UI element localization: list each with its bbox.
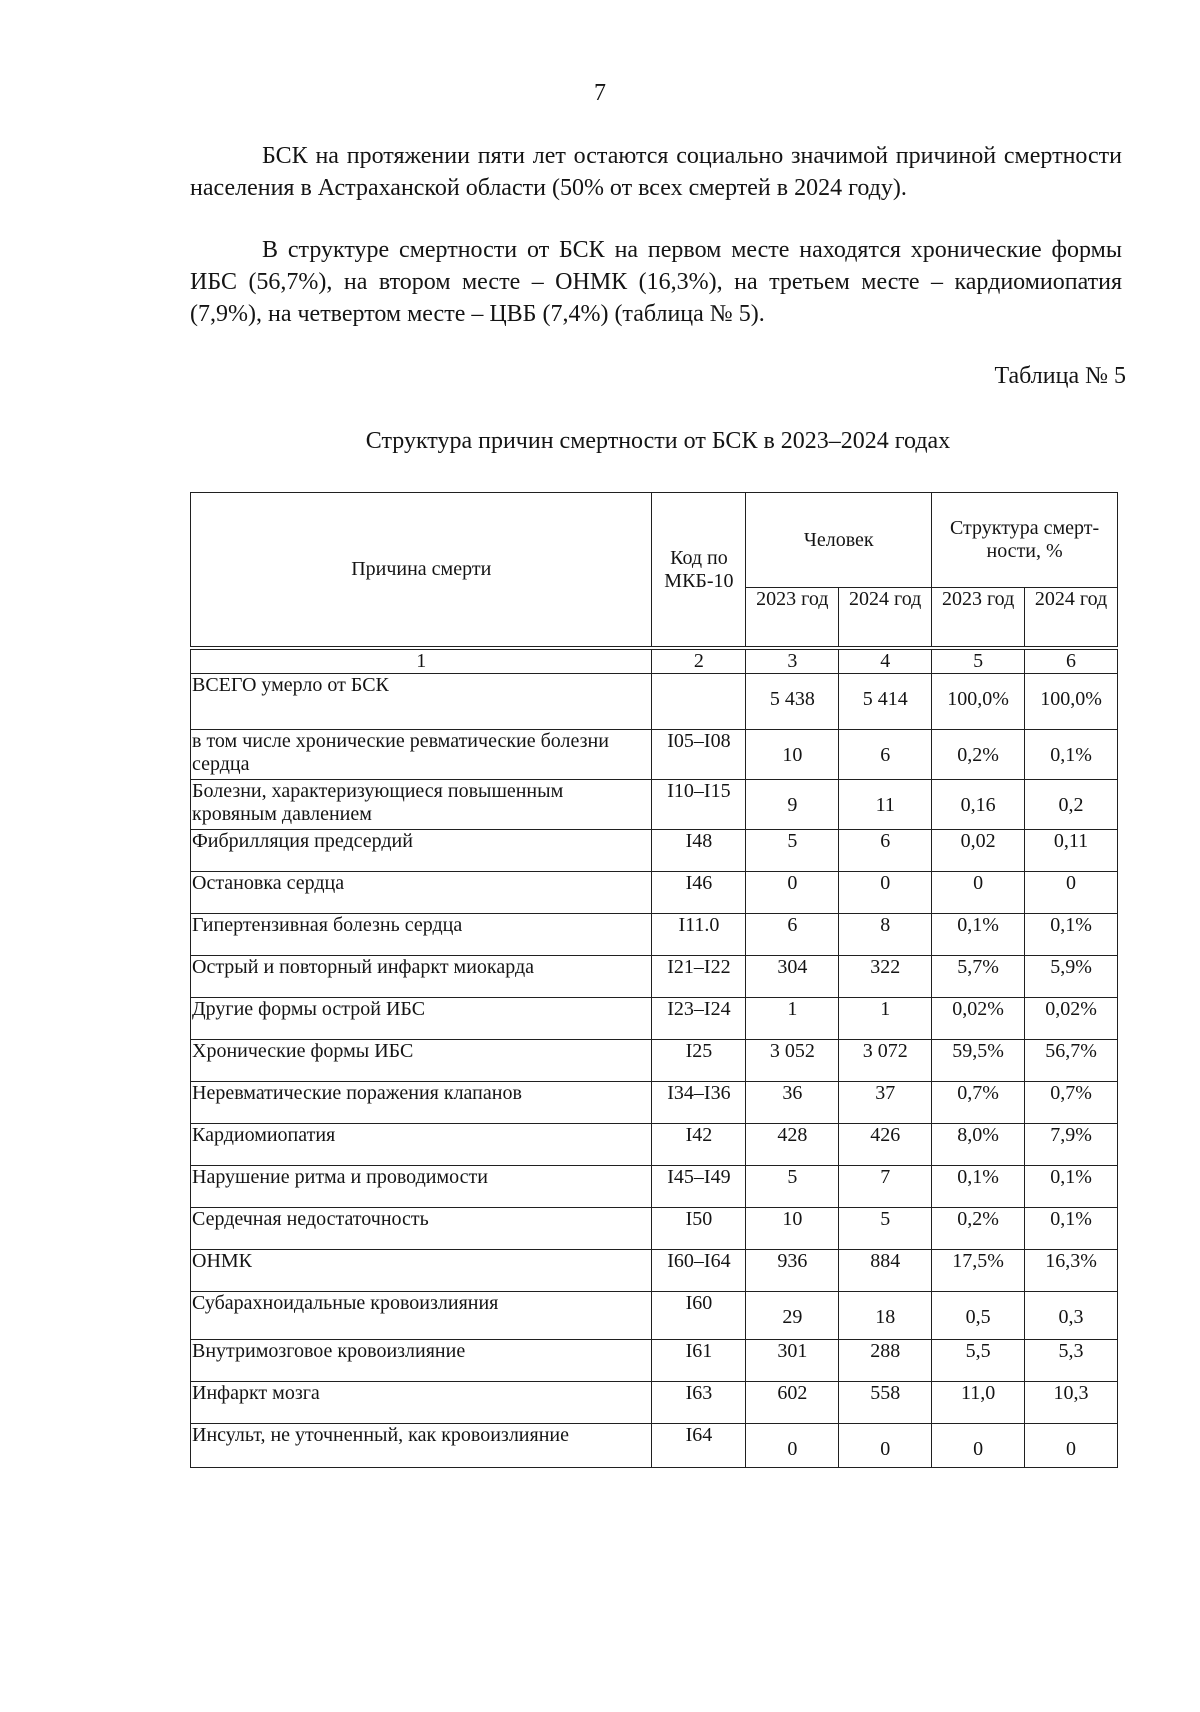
table-row xyxy=(191,956,1118,998)
cell-people-2023: 304 xyxy=(746,956,839,998)
cell-people-2023: 301 xyxy=(746,1340,839,1382)
table-row xyxy=(191,1424,1118,1468)
cell-people-2023: 602 xyxy=(746,1382,839,1424)
cell-cause: Фибрилляция предсердий xyxy=(191,830,652,872)
table-row xyxy=(191,1208,1118,1250)
cell-cause: ОНМК xyxy=(191,1250,652,1292)
cell-cause: Субарахноидальные кровоизлияния xyxy=(191,1292,652,1340)
cell-people-2024: 558 xyxy=(839,1382,932,1424)
cell-structure-2023: 17,5% xyxy=(932,1250,1025,1292)
cell-cause: Кардиомиопатия xyxy=(191,1124,652,1166)
cell-code: I64 xyxy=(652,1424,746,1468)
cell-code: I60–I64 xyxy=(652,1250,746,1292)
cell-people-2023: 0 xyxy=(746,872,839,914)
table-row xyxy=(191,730,1118,780)
cell-structure-2024: 0,02% xyxy=(1025,998,1118,1040)
table-row xyxy=(191,1082,1118,1124)
cell-people-2023: 5 xyxy=(746,1166,839,1208)
cell-structure-2023: 0,1% xyxy=(932,1166,1025,1208)
header-people: Человек xyxy=(746,493,932,588)
cell-people-2024: 5 414 xyxy=(839,674,932,730)
table-row xyxy=(191,1250,1118,1292)
cell-structure-2023: 0,7% xyxy=(932,1082,1025,1124)
cell-cause: Внутримозговое кровоизлияние xyxy=(191,1340,652,1382)
cell-people-2023: 6 xyxy=(746,914,839,956)
table-row xyxy=(191,780,1118,830)
header-structure: Структура смертности, % xyxy=(932,493,1118,588)
cell-people-2024: 8 xyxy=(839,914,932,956)
cell-structure-2023: 0,02% xyxy=(932,998,1025,1040)
cell-structure-2024: 5,3 xyxy=(1025,1340,1118,1382)
cell-structure-2024: 0,1% xyxy=(1025,730,1118,780)
cell-cause: Сердечная недостаточность xyxy=(191,1208,652,1250)
cell-people-2023: 936 xyxy=(746,1250,839,1292)
header-code: Код по МКБ-10 xyxy=(652,493,746,649)
cell-code: I42 xyxy=(652,1124,746,1166)
header-structure-2024: 2024 год xyxy=(1025,588,1118,649)
header-cause: Причина смерти xyxy=(191,493,652,649)
cell-code: I63 xyxy=(652,1382,746,1424)
column-number: 4 xyxy=(839,648,932,674)
column-number: 3 xyxy=(746,648,839,674)
cell-structure-2023: 0,16 xyxy=(932,780,1025,830)
cell-code: I60 xyxy=(652,1292,746,1340)
cell-structure-2024: 100,0% xyxy=(1025,674,1118,730)
cell-structure-2023: 0 xyxy=(932,1424,1025,1468)
column-number: 2 xyxy=(652,648,746,674)
cell-people-2023: 428 xyxy=(746,1124,839,1166)
cell-people-2023: 1 xyxy=(746,998,839,1040)
cell-code: I23–I24 xyxy=(652,998,746,1040)
cell-people-2023: 36 xyxy=(746,1082,839,1124)
cell-structure-2023: 59,5% xyxy=(932,1040,1025,1082)
cell-code: I21–I22 xyxy=(652,956,746,998)
cell-people-2024: 288 xyxy=(839,1340,932,1382)
cell-cause: Нарушение ритма и проводимости xyxy=(191,1166,652,1208)
table-row xyxy=(191,872,1118,914)
table-row xyxy=(191,1382,1118,1424)
cell-structure-2024: 0,11 xyxy=(1025,830,1118,872)
cell-structure-2024: 0,3 xyxy=(1025,1292,1118,1340)
paragraph-2 xyxy=(190,234,1122,330)
cell-cause: Хронические формы ИБС xyxy=(191,1040,652,1082)
cell-cause: Инфаркт мозга xyxy=(191,1382,652,1424)
cell-structure-2024: 0,1% xyxy=(1025,914,1118,956)
cell-cause: в том числе хронические ревматические болезни сердца xyxy=(191,730,652,780)
cell-structure-2023: 0 xyxy=(932,872,1025,914)
column-number: 5 xyxy=(932,648,1025,674)
cell-people-2024: 0 xyxy=(839,872,932,914)
cell-people-2024: 18 xyxy=(839,1292,932,1340)
cell-structure-2024: 0 xyxy=(1025,872,1118,914)
header-people-2024: 2024 год xyxy=(839,588,932,649)
cell-people-2023: 10 xyxy=(746,730,839,780)
cell-structure-2023: 0,02 xyxy=(932,830,1025,872)
cell-code: I48 xyxy=(652,830,746,872)
page-number: 7 xyxy=(594,80,606,106)
cell-people-2024: 322 xyxy=(839,956,932,998)
cell-structure-2024: 0 xyxy=(1025,1424,1118,1468)
cell-people-2024: 1 xyxy=(839,998,932,1040)
cell-code: I10–I15 xyxy=(652,780,746,830)
table-row xyxy=(191,1292,1118,1340)
table-number: Таблица № 5 xyxy=(994,363,1126,389)
cell-structure-2023: 0,1% xyxy=(932,914,1025,956)
cell-people-2023: 3 052 xyxy=(746,1040,839,1082)
cell-cause: Неревматические поражения клапанов xyxy=(191,1082,652,1124)
cell-code: I05–I08 xyxy=(652,730,746,780)
cell-structure-2024: 5,9% xyxy=(1025,956,1118,998)
cell-structure-2024: 56,7% xyxy=(1025,1040,1118,1082)
cell-cause: Инсульт, не уточненный, как кровоизлияние xyxy=(191,1424,652,1468)
cell-people-2023: 9 xyxy=(746,780,839,830)
cell-people-2023: 0 xyxy=(746,1424,839,1468)
table-row xyxy=(191,1124,1118,1166)
cell-code: I45–I49 xyxy=(652,1166,746,1208)
cell-structure-2023: 5,7% xyxy=(932,956,1025,998)
paragraph-1 xyxy=(190,140,1122,204)
cell-cause: ВСЕГО умерло от БСК xyxy=(191,674,652,730)
cell-structure-2024: 7,9% xyxy=(1025,1124,1118,1166)
cell-people-2023: 29 xyxy=(746,1292,839,1340)
cell-people-2024: 884 xyxy=(839,1250,932,1292)
cell-people-2024: 7 xyxy=(839,1166,932,1208)
table-row xyxy=(191,830,1118,872)
cell-structure-2023: 0,2% xyxy=(932,1208,1025,1250)
cell-structure-2024: 0,7% xyxy=(1025,1082,1118,1124)
cell-structure-2023: 0,5 xyxy=(932,1292,1025,1340)
cell-structure-2023: 5,5 xyxy=(932,1340,1025,1382)
cell-people-2024: 426 xyxy=(839,1124,932,1166)
cell-structure-2024: 16,3% xyxy=(1025,1250,1118,1292)
cell-people-2023: 5 438 xyxy=(746,674,839,730)
cell-people-2024: 6 xyxy=(839,730,932,780)
cell-structure-2023: 100,0% xyxy=(932,674,1025,730)
cell-people-2024: 6 xyxy=(839,830,932,872)
cell-cause: Остановка сердца xyxy=(191,872,652,914)
cell-people-2024: 5 xyxy=(839,1208,932,1250)
header-people-2023: 2023 год xyxy=(746,588,839,649)
cell-code: I46 xyxy=(652,872,746,914)
cell-structure-2024: 0,2 xyxy=(1025,780,1118,830)
cell-people-2023: 10 xyxy=(746,1208,839,1250)
cell-code: I61 xyxy=(652,1340,746,1382)
table-row xyxy=(191,914,1118,956)
table-header-row xyxy=(191,493,1118,588)
table-row xyxy=(191,1166,1118,1208)
cell-structure-2024: 10,3 xyxy=(1025,1382,1118,1424)
cell-structure-2023: 0,2% xyxy=(932,730,1025,780)
cell-code: I25 xyxy=(652,1040,746,1082)
table-row xyxy=(191,1340,1118,1382)
cell-cause: Болезни, характеризующиеся повышенным кровяным давлением xyxy=(191,780,652,830)
cell-people-2024: 37 xyxy=(839,1082,932,1124)
table-row xyxy=(191,998,1118,1040)
column-number: 1 xyxy=(191,648,652,674)
column-number: 6 xyxy=(1025,648,1118,674)
paragraph-1-text: БСК на протяжении пяти лет остаются социально значимой причиной смертности населения в Астраханской области (50% от всех смертей в 2024 году). xyxy=(190,143,1122,201)
table-row xyxy=(191,674,1118,730)
cell-code xyxy=(652,674,746,730)
table-title: Структура причин смертности от БСК в 2023–2024 годах xyxy=(365,428,951,454)
table-row xyxy=(191,1040,1118,1082)
cell-structure-2023: 11,0 xyxy=(932,1382,1025,1424)
cell-structure-2024: 0,1% xyxy=(1025,1166,1118,1208)
cell-people-2024: 3 072 xyxy=(839,1040,932,1082)
column-number-row xyxy=(191,648,1118,674)
cell-code: I50 xyxy=(652,1208,746,1250)
cell-people-2024: 0 xyxy=(839,1424,932,1468)
cell-people-2023: 5 xyxy=(746,830,839,872)
cell-cause: Гипертензивная болезнь сердца xyxy=(191,914,652,956)
header-structure-2023: 2023 год xyxy=(932,588,1025,649)
cell-people-2024: 11 xyxy=(839,780,932,830)
cell-cause: Острый и повторный инфаркт миокарда xyxy=(191,956,652,998)
paragraph-2-text: В структуре смертности от БСК на первом месте находятся хронические формы ИБС (56,7%), на втором месте – ОНМК (16,3%), на третьем месте – кардиомиопатия (7,9%), на четвертом месте – ЦВБ (7,4%) (таблица № 5). xyxy=(190,237,1122,327)
cell-code: I34–I36 xyxy=(652,1082,746,1124)
mortality-table xyxy=(190,492,1118,1468)
cell-cause: Другие формы острой ИБС xyxy=(191,998,652,1040)
cell-structure-2024: 0,1% xyxy=(1025,1208,1118,1250)
cell-code: I11.0 xyxy=(652,914,746,956)
cell-structure-2023: 8,0% xyxy=(932,1124,1025,1166)
